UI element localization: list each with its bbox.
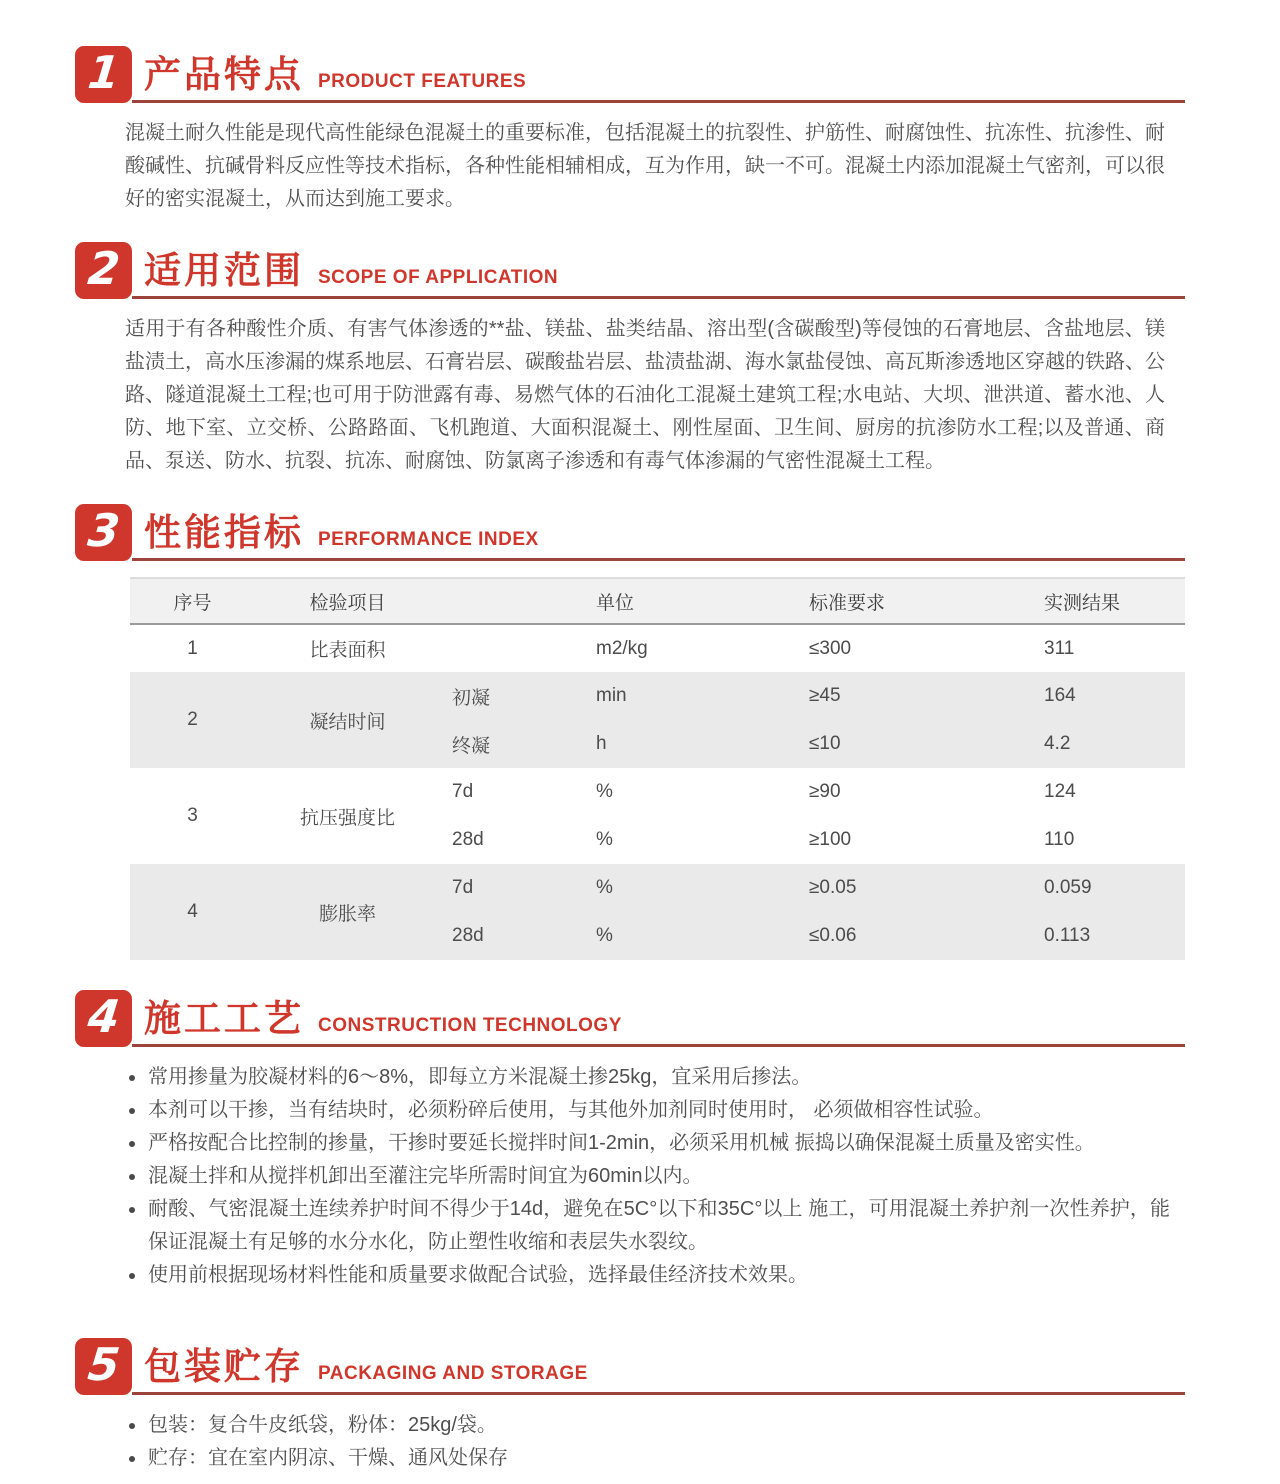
- item-cell: 膨胀率: [318, 903, 376, 925]
- unit-cell: min: [596, 685, 627, 706]
- column-header-no: 序号: [173, 592, 212, 614]
- section-4-number: 4: [85, 990, 123, 1043]
- result-cell: 4.2: [1044, 733, 1071, 754]
- unit-cell: %: [596, 829, 613, 850]
- unit-cell: %: [596, 781, 613, 802]
- requirement-cell: ≥0.05: [809, 877, 857, 898]
- section-scope-of-application: [0, 242, 1280, 478]
- result-cell: 164: [1044, 685, 1076, 706]
- section-3-header: [75, 504, 1185, 561]
- section-1-subtitle: PRODUCT FEATURES: [318, 71, 527, 92]
- list-item: 耐酸、气密混凝土连续养护时间不得少于14d，避免在5C°以下和35C°以上 施工，可用混凝土养护剂一次性养护，能保证混凝土有足够的水分水化，防止塑性收缩和表层失水裂纹。: [125, 1193, 1170, 1259]
- row-index-cell: 1: [187, 637, 198, 659]
- list-item: 常用掺量为胶凝材料的6～8%，即每立方米混凝土掺25kg，宜采用后掺法。: [125, 1061, 1170, 1094]
- condition-cell: 7d: [452, 877, 474, 898]
- condition-cell: [440, 624, 580, 672]
- table-row: [130, 672, 1185, 720]
- section-1-title-rule: [132, 46, 1185, 103]
- table-row: [130, 624, 1185, 672]
- condition-cell: 28d: [452, 829, 484, 850]
- requirement-cell: ≥45: [809, 685, 841, 706]
- column-header-condition: [440, 578, 580, 624]
- section-construction-technology: [0, 990, 1280, 1292]
- section-2-header: [75, 242, 1185, 299]
- unit-cell: h: [596, 733, 607, 754]
- section-4-number-badge: [75, 990, 132, 1047]
- requirement-cell: ≤0.06: [809, 925, 857, 946]
- condition-cell: 初凝: [452, 687, 491, 709]
- column-header-requirement: 标准要求: [809, 592, 886, 614]
- section-4-title: 施工工艺: [144, 998, 304, 1040]
- item-cell: 抗压强度比: [299, 807, 395, 829]
- section-2-number-badge: [75, 242, 132, 299]
- section-5-number: 5: [85, 1338, 123, 1391]
- requirement-cell: ≤300: [809, 637, 852, 659]
- unit-cell: %: [596, 877, 613, 898]
- section-product-features: [0, 46, 1280, 216]
- requirement-cell: ≤10: [809, 733, 841, 754]
- requirement-cell: ≥90: [809, 781, 841, 802]
- row-index-cell: 3: [187, 805, 198, 826]
- condition-cell: 28d: [452, 925, 484, 946]
- section-2-title: 适用范围: [144, 250, 304, 292]
- section-3-number: 3: [85, 504, 123, 557]
- column-header-result: 实测结果: [1044, 592, 1121, 614]
- list-item: 贮存：宜在室内阴凉、干燥、通风处保存: [125, 1442, 1170, 1475]
- section-2-paragraph: 适用于有各种酸性介质、有害气体渗透的**盐、镁盐、盐类结晶、溶出型(含碳酸型)等侵蚀的石膏地层、含盐地层、镁盐渍土，高水压渗漏的煤系地层、石膏岩层、碳酸盐岩层、盐渍盐湖、海水氯盐侵蚀、高瓦斯渗透地区穿越的铁路、公路、隧道混凝土工程;也可用于防泄露有毒、易燃气体的石油化工混凝土建筑工程;水电站、大坝、泄洪道、蓄水池、人防、地下室、立交桥、公路路面、飞机跑道、大面积混凝土、刚性屋面、卫生间、厨房的抗渗防水工程;以及普通、商品、泵送、防水、抗裂、抗冻、耐腐蚀、防氯离子渗透和有毒气体渗漏的气密性混凝土工程。: [125, 318, 1165, 472]
- unit-cell: m2/kg: [596, 637, 648, 659]
- packaging-bullet-list: [125, 1409, 1170, 1475]
- result-cell: 0.113: [1044, 925, 1091, 946]
- section-2-subtitle: SCOPE OF APPLICATION: [318, 267, 559, 288]
- section-5-title: 包装贮存: [144, 1346, 304, 1388]
- row-index-cell: 2: [187, 709, 198, 730]
- section-5-header: [75, 1338, 1185, 1395]
- section-4-header: [75, 990, 1185, 1047]
- list-item: 混凝土拌和从搅拌机卸出至灌注完毕所需时间宜为60min以内。: [125, 1160, 1170, 1193]
- section-3-number-badge: [75, 504, 132, 561]
- section-3-subtitle: PERFORMANCE INDEX: [318, 529, 539, 550]
- performance-index-table: [130, 577, 1185, 960]
- section-packaging-and-storage: [0, 1338, 1280, 1475]
- section-5-subtitle: PACKAGING AND STORAGE: [318, 1363, 588, 1384]
- list-item: 本剂可以干掺，当有结块时，必须粉碎后使用，与其他外加剂同时使用时， 必须做相容性试验。: [125, 1094, 1170, 1127]
- list-item: 使用前根据现场材料性能和质量要求做配合试验，选择最佳经济技术效果。: [125, 1259, 1170, 1292]
- list-item: 严格按配合比控制的掺量，干掺时要延长搅拌时间1-2min，必须采用机械 振捣以确保混凝土质量及密实性。: [125, 1127, 1170, 1160]
- section-2-title-rule: [132, 242, 1185, 299]
- section-1-number: 1: [85, 46, 123, 99]
- condition-cell: 终凝: [452, 735, 491, 757]
- requirement-cell: ≥100: [809, 829, 852, 850]
- list-item: 包装：复合牛皮纸袋，粉体：25kg/袋。: [125, 1409, 1170, 1442]
- result-cell: 311: [1044, 637, 1075, 659]
- section-5-number-badge: [75, 1338, 132, 1395]
- section-1-number-badge: [75, 46, 132, 103]
- table-row: [130, 864, 1185, 912]
- section-1-paragraph: 混凝土耐久性能是现代高性能绿色混凝土的重要标准，包括混凝土的抗裂性、护筋性、耐腐蚀性、抗冻性、抗渗性、耐酸碱性、抗碱骨料反应性等技术指标，各种性能相辅相成，互为作用，缺一不可。混凝土内添加混凝土气密剂，可以很好的密实混凝土，从而达到施工要求。: [125, 122, 1165, 210]
- section-3-title: 性能指标: [144, 512, 304, 554]
- section-1-title: 产品特点: [144, 54, 304, 96]
- condition-cell: 7d: [452, 781, 474, 802]
- result-cell: 124: [1044, 781, 1076, 802]
- column-header-unit: 单位: [596, 592, 635, 614]
- result-cell: 0.059: [1044, 877, 1092, 898]
- item-cell: 比表面积: [309, 640, 386, 661]
- section-3-title-rule: [132, 504, 1185, 561]
- unit-cell: %: [596, 925, 613, 946]
- table-header-row: [130, 578, 1185, 624]
- section-5-title-rule: [132, 1338, 1185, 1395]
- column-header-item: 检验项目: [309, 592, 386, 614]
- section-2-number: 2: [85, 242, 123, 295]
- section-4-title-rule: [132, 990, 1185, 1047]
- construction-bullet-list: [125, 1061, 1170, 1292]
- section-1-header: [75, 46, 1185, 103]
- item-cell: 凝结时间: [309, 711, 386, 733]
- table-row: [130, 768, 1185, 816]
- row-index-cell: 4: [187, 901, 198, 922]
- result-cell: 110: [1044, 829, 1075, 850]
- section-4-subtitle: CONSTRUCTION TECHNOLOGY: [318, 1015, 622, 1036]
- section-performance-index: [0, 504, 1280, 960]
